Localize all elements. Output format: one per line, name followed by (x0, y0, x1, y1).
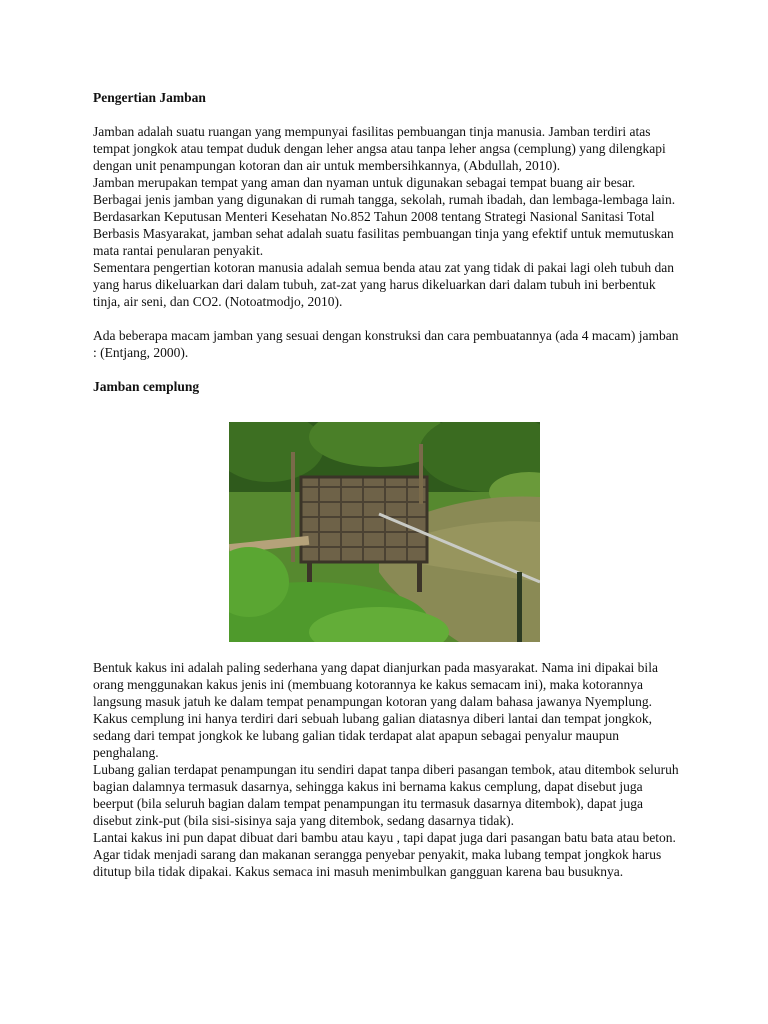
paragraph: Jamban adalah suatu ruangan yang mempunyai fasilitas pembuangan tinja manusia. Jamban terdiri atas tempat jongkok atau tempat duduk dengan leher angsa atau tanpa leher angsa (cemplung) yang dilengkapi dengan unit penampungan kotoran dan air untuk membersihkannya, (Abdullah, 2010). (93, 124, 666, 173)
jamban-cemplung-photo (229, 422, 540, 642)
paragraph: Bentuk kakus ini adalah paling sederhana yang dapat dianjurkan pada masyarakat. Nama ini dipakai bila orang menggunakan kakus jenis ini (membuang kotorannya ke kakus semacam ini), maka kotorannya langsung masuk jatuh ke dalam tempat penampungan kotoran yang dalam bahasa jawanya Nyemplung. (93, 660, 658, 709)
paragraph-intro: Ada beberapa macam jamban yang sesuai dengan konstruksi dan cara pembuatannya (ada 4 macam) jamban : (Entjang, 2000). (93, 328, 679, 360)
paragraph: Lantai kakus ini pun dapat dibuat dari bambu atau kayu , tapi dapat juga dari pasangan batu bata atau beton. Agar tidak menjadi sarang dan makanan serangga penyebar penyakit, maka lubang tempat jongkok harus ditutup bila tidak dipakai. Kakus semaca ini masuh menimbulkan gangguan karena bau busuknya. (93, 830, 676, 879)
section-cemplung (93, 659, 683, 880)
paragraph: Berdasarkan Keputusan Menteri Kesehatan No.852 Tahun 2008 tentang Strategi Nasional Sanitasi Total Berbasis Masyarakat, jamban sehat adalah suatu fasilitas pembuangan tinja yang efektif untuk memutuskan mata rantai penularan penyakit. (93, 209, 674, 258)
section-title: Pengertian Jamban (93, 90, 206, 105)
paragraph: Sementara pengertian kotoran manusia adalah semua benda atau zat yang tidak di pakai lagi oleh tubuh dan yang harus dikeluarkan dari dalam tubuh, zat-zat yang harus dikeluarkan dari dalam tubuh ini berbentuk tinja, air seni, dan CO2. (Notoatmodjo, 2010). (93, 260, 675, 309)
paragraph: Lubang galian terdapat penampungan itu sendiri dapat tanpa diberi pasangan tembok, atau ditembok seluruh bagian dalamnya termasuk dasarnya, sehingga kakus ini bernama kakus cemplung, dapat disebut juga beerput (bila seluruh bagian dalam tempat penampungan itu termasuk dasarnya ditembok), dapat juga disebut zink-put (bila sisi-sisinya saja yang ditembok, sedang dasarnya tidak). (93, 762, 679, 828)
section-pengertian (93, 89, 683, 395)
section-title-cemplung: Jamban cemplung (93, 379, 200, 394)
paragraph: Jamban merupakan tempat yang aman dan nyaman untuk digunakan sebagai tempat buang air besar. Berbagai jenis jamban yang digunakan di rumah tangga, sekolah, rumah ibadah, dan lembaga-lembaga lain. (93, 175, 676, 207)
paragraph: Kakus cemplung ini hanya terdiri dari sebuah lubang galian diatasnya diberi lantai dan tempat jongkok, sedang dari tempat jongkok ke lubang galian tidak terdapat alat apapun sebagai penyalur maupun penghalang. (93, 711, 652, 760)
